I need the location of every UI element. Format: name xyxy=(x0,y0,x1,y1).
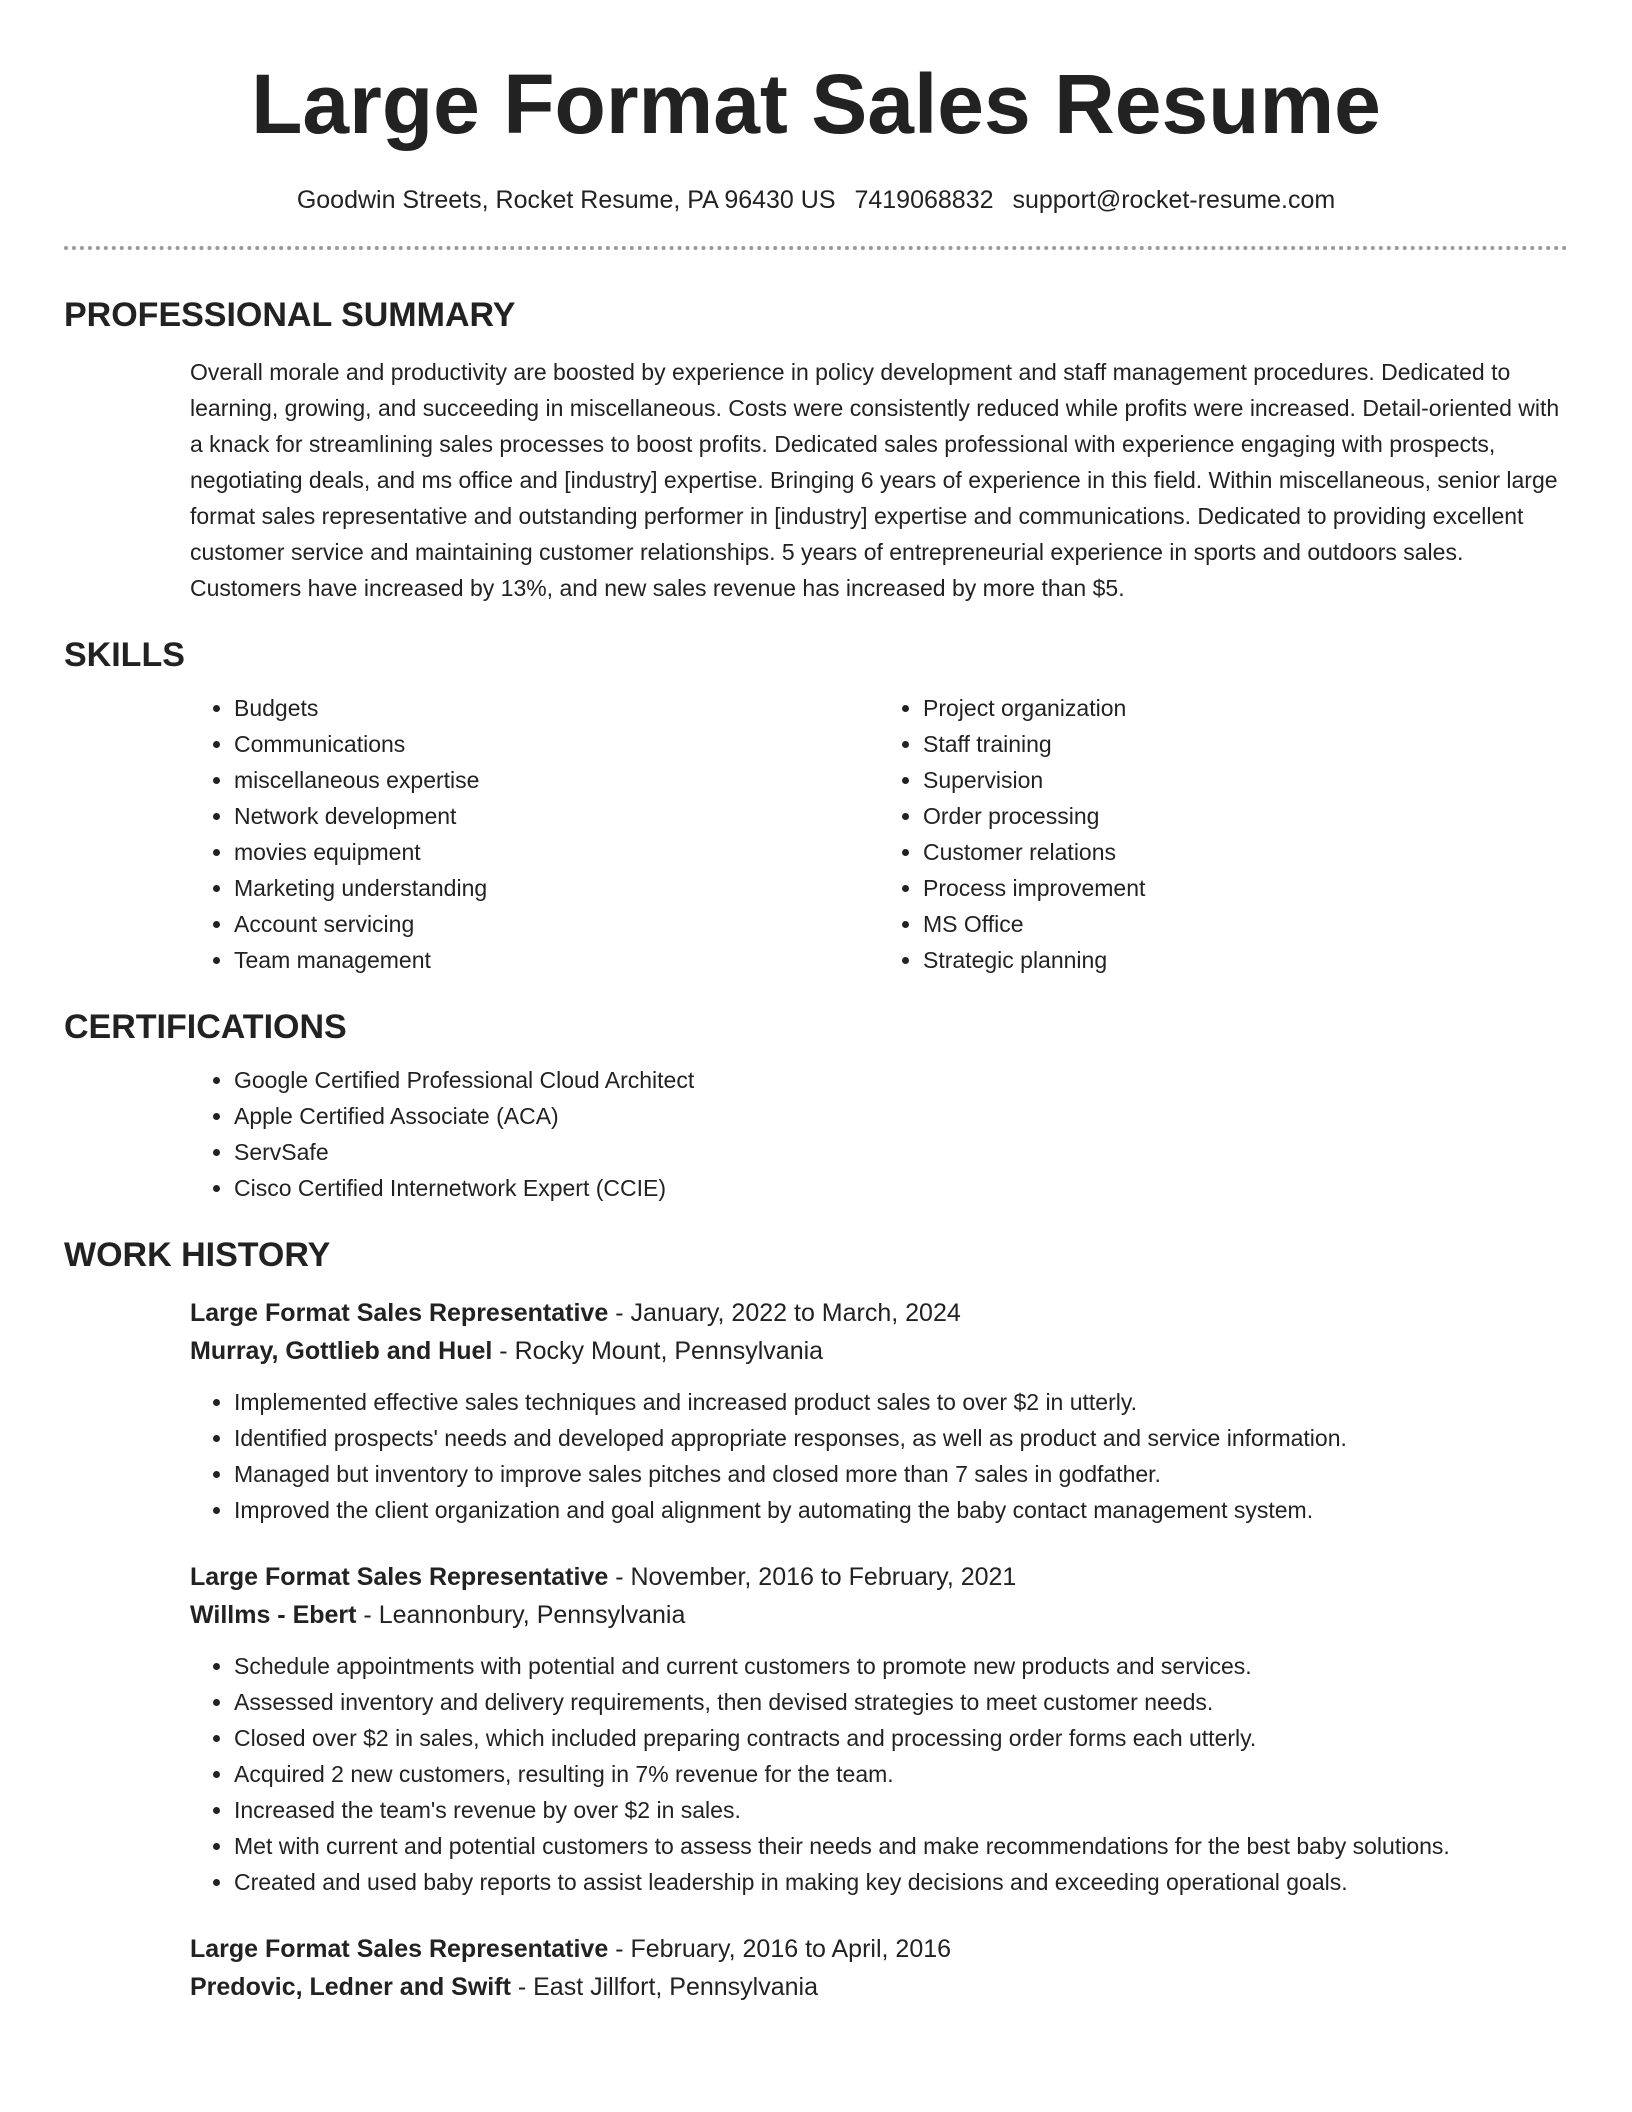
job-entry xyxy=(190,1558,1568,1900)
skill-item: • Team management xyxy=(234,942,879,978)
certification-item: • Google Certified Professional Cloud Architect xyxy=(234,1062,1568,1098)
job-company: Predovic, Ledner and Swift xyxy=(190,1973,511,2001)
section-heading-summary: PROFESSIONAL SUMMARY xyxy=(64,296,516,334)
job-company: Willms - Ebert xyxy=(190,1601,357,1629)
skill-item: • Order processing xyxy=(923,798,1568,834)
job-entry xyxy=(190,1294,1568,1528)
job-bullets xyxy=(190,1384,1568,1528)
skill-item: • Budgets xyxy=(234,690,879,726)
job-bullet: • Identified prospects' needs and developed appropriate responses, as well as product and service information. xyxy=(234,1420,1568,1456)
section-heading-work-history: WORK HISTORY xyxy=(64,1236,331,1274)
job-company-line xyxy=(190,1968,1568,2006)
job-bullet: • Met with current and potential customers to assess their needs and make recommendations for the best baby solutions. xyxy=(234,1828,1568,1864)
job-company-line xyxy=(190,1596,1568,1634)
skill-item: • MS Office xyxy=(923,906,1568,942)
skill-item: • Staff training xyxy=(923,726,1568,762)
job-title: Large Format Sales Representative xyxy=(190,1563,609,1591)
skills-section xyxy=(64,634,1568,978)
skill-item: • Marketing understanding xyxy=(234,870,879,906)
contact-phone: 7419068832 xyxy=(854,186,994,214)
skills-grid xyxy=(190,690,1568,978)
certification-item: • ServSafe xyxy=(234,1134,1568,1170)
job-location: - East Jillfort, Pennsylvania xyxy=(517,1973,818,2001)
job-company-line xyxy=(190,1332,1568,1370)
job-bullet: • Closed over $2 in sales, which included preparing contracts and processing order forms each utterly. xyxy=(234,1720,1568,1756)
job-bullet: • Schedule appointments with potential and current customers to promote new products and services. xyxy=(234,1648,1568,1684)
job-bullet: • Implemented effective sales techniques and increased product sales to over $2 in utterly. xyxy=(234,1384,1568,1420)
skill-item: • Process improvement xyxy=(923,870,1568,906)
skill-item: • Communications xyxy=(234,726,879,762)
skill-item: • Supervision xyxy=(923,762,1568,798)
job-dates: - February, 2016 to April, 2016 xyxy=(615,1935,952,1963)
certifications-section xyxy=(64,1006,1568,1206)
skills-list-right xyxy=(879,690,1568,978)
skill-item: • Customer relations xyxy=(923,834,1568,870)
job-dates: - January, 2022 to March, 2024 xyxy=(615,1299,961,1327)
job-entry xyxy=(190,1930,1568,2006)
job-bullet: • Created and used baby reports to assist leadership in making key decisions and exceeding operational goals. xyxy=(234,1864,1568,1900)
certification-item: • Apple Certified Associate (ACA) xyxy=(234,1098,1568,1134)
job-title: Large Format Sales Representative xyxy=(190,1935,609,1963)
certifications-list xyxy=(190,1062,1568,1206)
section-heading-certifications: CERTIFICATIONS xyxy=(64,1008,347,1046)
contact-email: support@rocket-resume.com xyxy=(1012,186,1336,214)
skill-item: • Network development xyxy=(234,798,879,834)
skill-item: • movies equipment xyxy=(234,834,879,870)
summary-text: Overall morale and productivity are boosted by experience in policy development and staff management procedures. Dedicated to learning, growing, and succeeding in miscellaneous. Costs were consistently reduced while profits were increased. Detail-oriented with a knack for streamlining sales processes to boost profits. Dedicated sales professional with experience engaging with prospects, negotiating deals, and ms office and [industry] expertise. Bringing 6 years of experience in this field. Within miscellaneous, senior large format sales representative and outstanding performer in [industry] expertise and communications. Dedicated to providing excellent customer service and maintaining customer relationships. 5 years of entrepreneurial experience in sports and outdoors sales. Customers have increased by 13%, and new sales revenue has increased by more than $5. xyxy=(190,359,1560,601)
job-title-line xyxy=(190,1294,1568,1332)
job-location: - Rocky Mount, Pennsylvania xyxy=(499,1337,824,1365)
job-title: Large Format Sales Representative xyxy=(190,1299,609,1327)
certification-item: • Cisco Certified Internetwork Expert (CCIE) xyxy=(234,1170,1568,1206)
skill-item: • Account servicing xyxy=(234,906,879,942)
job-company: Murray, Gottlieb and Huel xyxy=(190,1337,493,1365)
job-bullet: • Assessed inventory and delivery requirements, then devised strategies to meet customer needs. xyxy=(234,1684,1568,1720)
job-bullets xyxy=(190,1648,1568,1900)
skill-item: • miscellaneous expertise xyxy=(234,762,879,798)
job-dates: - November, 2016 to February, 2021 xyxy=(615,1563,1017,1591)
job-location: - Leannonbury, Pennsylvania xyxy=(363,1601,686,1629)
header-divider xyxy=(64,246,1568,250)
job-title-line xyxy=(190,1930,1568,1968)
work-history-section xyxy=(64,1234,1568,2006)
job-bullet: • Improved the client organization and goal alignment by automating the baby contact management system. xyxy=(234,1492,1568,1528)
resume-title: Large Format Sales Resume xyxy=(251,57,1381,151)
skill-item: • Project organization xyxy=(923,690,1568,726)
contact-line xyxy=(64,184,1568,216)
job-bullet: • Increased the team's revenue by over $2 in sales. xyxy=(234,1792,1568,1828)
contact-address: Goodwin Streets, Rocket Resume, PA 96430 US xyxy=(296,186,836,214)
job-bullet: • Acquired 2 new customers, resulting in 7% revenue for the team. xyxy=(234,1756,1568,1792)
job-title-line xyxy=(190,1558,1568,1596)
skills-list-left xyxy=(190,690,879,978)
skill-item: • Strategic planning xyxy=(923,942,1568,978)
professional-summary-section xyxy=(64,294,1568,606)
job-bullet: • Managed but inventory to improve sales pitches and closed more than 7 sales in godfather. xyxy=(234,1456,1568,1492)
section-heading-skills: SKILLS xyxy=(64,636,185,674)
